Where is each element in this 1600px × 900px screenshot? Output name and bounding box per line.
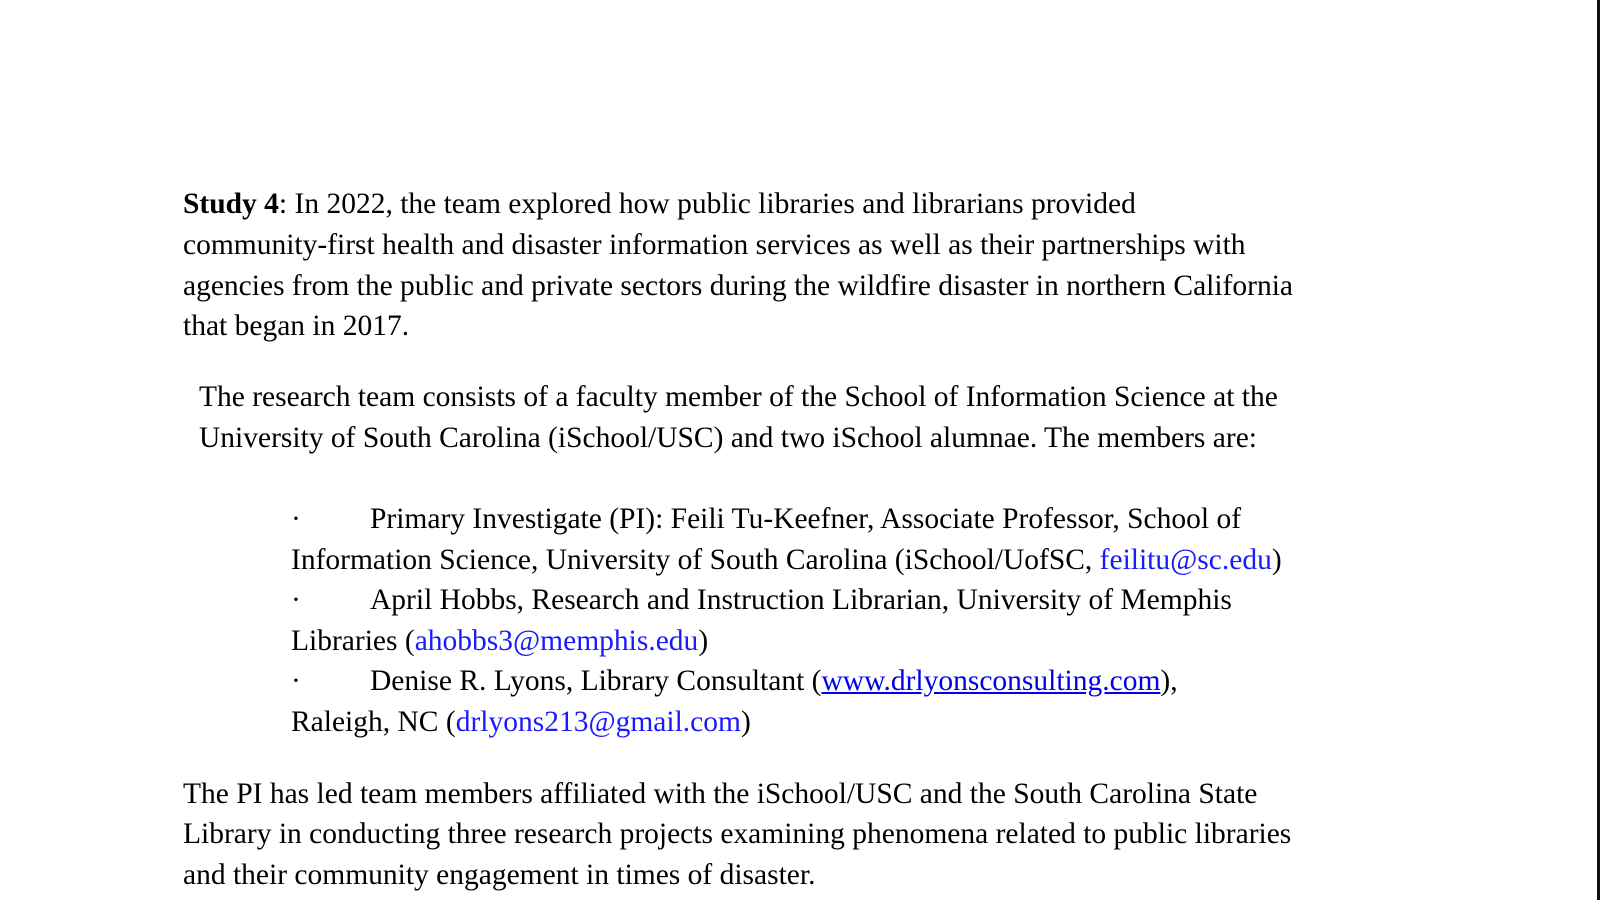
closing-line: The PI has led team members affiliated with the iSchool/USC and the South Carolina State (183, 778, 1258, 810)
study-line: agencies from the public and private sectors during the wildfire disaster in northern California (183, 270, 1293, 302)
bullet-icon: · (291, 584, 301, 616)
email-link-ahobbs3[interactable]: ahobbs3@memphis.edu (414, 625, 699, 657)
member-item-pi-cont: Information Science, University of South Carolina (iSchool/UofSC, feilitu@sc.edu) (291, 544, 1282, 576)
closing-line: and their community engagement in times of disaster. (183, 859, 816, 891)
bullet-icon: · (291, 665, 301, 697)
member-item-hobbs-cont: Libraries (ahobbs3@memphis.edu) (291, 625, 709, 657)
member-item-hobbs: · April Hobbs, Research and Instruction Librarian, University of Memphis (291, 584, 1232, 616)
team-intro-line: The research team consists of a faculty member of the School of Information Science at the (199, 381, 1278, 413)
closing-line: Library in conducting three research projects examining phenomena related to public libraries (183, 818, 1292, 850)
member-item-lyons-cont: Raleigh, NC (drlyons213@gmail.com) (291, 706, 751, 738)
study-label: Study 4 (183, 188, 279, 220)
email-link-feilitu[interactable]: feilitu@sc.edu (1099, 544, 1272, 576)
study-line: community-first health and disaster information services as well as their partnerships with (183, 229, 1246, 261)
team-intro-line: University of South Carolina (iSchool/USC) and two iSchool alumnae. The members are: (199, 422, 1257, 454)
study-line: that began in 2017. (183, 310, 410, 342)
member-item-lyons: · Denise R. Lyons, Library Consultant (www.drlyonsconsulting.com), (291, 665, 1178, 697)
study-line: Study 4: In 2022, the team explored how public libraries and librarians provided (183, 188, 1136, 220)
bullet-icon: · (291, 503, 301, 535)
member-item-pi: · Primary Investigate (PI): Feili Tu-Keefner, Associate Professor, School of (291, 503, 1242, 535)
email-link-drlyons213[interactable]: drlyons213@gmail.com (455, 706, 741, 738)
website-link-drlyons[interactable]: www.drlyonsconsulting.com (821, 665, 1161, 697)
